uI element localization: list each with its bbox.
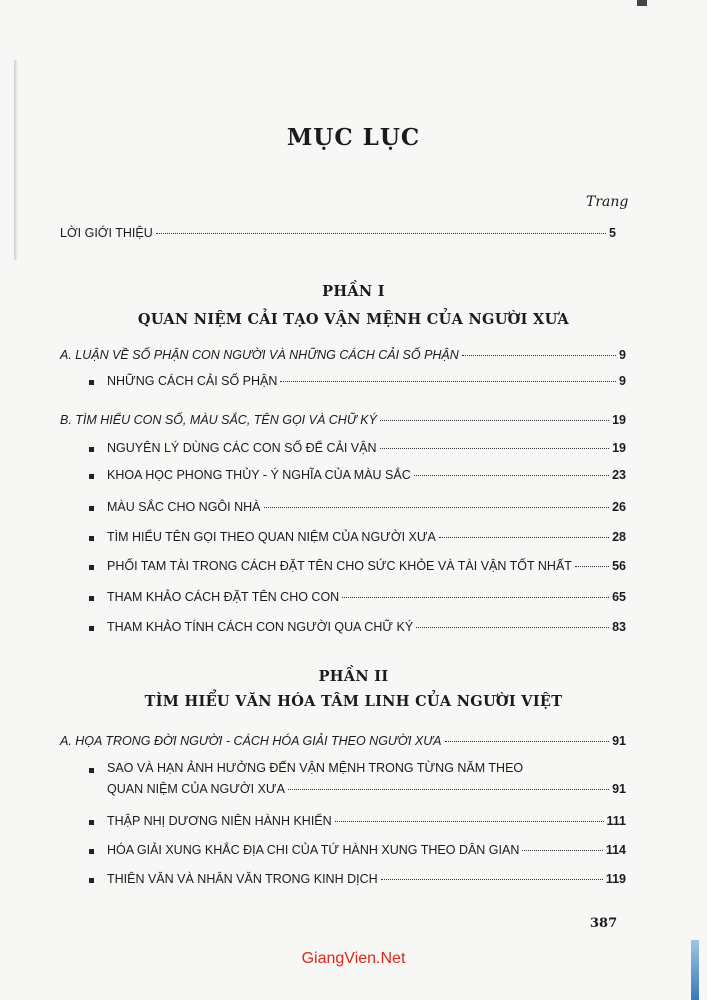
toc-entry-page: 19 <box>612 441 626 455</box>
toc-entry[interactable] <box>107 500 626 514</box>
leader-dots <box>381 878 603 880</box>
toc-entry-page: 83 <box>612 620 626 634</box>
leader-dots <box>335 820 604 822</box>
toc-section-label: A. HỌA TRONG ĐỜI NGƯỜI - CÁCH HÓA GIẢI THEO NGƯỜI XƯA <box>60 734 442 748</box>
bullet-icon <box>89 596 94 601</box>
bullet-icon <box>89 380 94 385</box>
toc-entry[interactable] <box>107 530 626 544</box>
leader-dots <box>264 506 610 508</box>
toc-section-label: A. LUẬN VỀ SỐ PHẬN CON NGƯỜI VÀ NHỮNG CÁCH CẢI SỐ PHẬN <box>60 348 459 362</box>
toc-entry-label: QUAN NIỆM CỦA NGƯỜI XƯA <box>107 782 285 796</box>
bullet-icon <box>89 878 94 883</box>
bullet-icon <box>89 506 94 511</box>
toc-section[interactable] <box>60 348 626 362</box>
leader-dots <box>380 419 609 421</box>
leader-dots <box>380 447 610 449</box>
toc-entry-label: PHỐI TAM TÀI TRONG CÁCH ĐẶT TÊN CHO SỨC KHỎE VÀ TÀI VẬN TỐT NHẤT <box>107 559 572 573</box>
bullet-icon <box>89 849 94 854</box>
toc-entry-label: KHOA HỌC PHONG THỦY - Ý NGHĨA CỦA MÀU SẮC <box>107 468 411 482</box>
toc-entry-page: 114 <box>605 843 626 857</box>
toc-section[interactable] <box>60 734 626 748</box>
toc-section[interactable] <box>60 413 626 427</box>
leader-dots <box>156 232 606 234</box>
leader-dots <box>575 565 609 567</box>
toc-entry-label: THIÊN VĂN VÀ NHÂN VĂN TRONG KINH DỊCH <box>107 872 378 886</box>
bullet-icon <box>89 565 94 570</box>
toc-entry-label: NGUYÊN LÝ DÙNG CÁC CON SỐ ĐỂ CẢI VẬN <box>107 441 377 455</box>
bullet-icon <box>89 820 94 825</box>
bullet-icon <box>89 447 94 452</box>
page-edge-shadow <box>14 60 18 260</box>
toc-section-label: B. TÌM HIỂU CON SỐ, MÀU SẮC, TÊN GỌI VÀ CHỮ KÝ <box>60 413 377 427</box>
toc-entry[interactable] <box>107 441 626 455</box>
leader-dots <box>280 380 616 382</box>
bullet-icon <box>89 536 94 541</box>
bullet-icon <box>89 626 94 631</box>
scan-edge-mark <box>691 940 699 1000</box>
toc-entry-page: 26 <box>612 500 626 514</box>
toc-entry-label: THAM KHẢO TÍNH CÁCH CON NGƯỜI QUA CHỮ KÝ <box>107 620 414 634</box>
toc-entry[interactable] <box>107 843 626 857</box>
leader-dots <box>439 536 609 538</box>
toc-entry-page: 91 <box>612 734 626 748</box>
part-subtitle: TÌM HIỂU VĂN HÓA TÂM LINH CỦA NGƯỜI VIỆT <box>144 693 563 710</box>
toc-entry[interactable] <box>107 620 626 634</box>
toc-entry-page: 91 <box>612 782 626 796</box>
toc-entry[interactable] <box>107 814 626 828</box>
toc-entry[interactable] <box>107 782 626 796</box>
watermark: GiangVien.Net <box>301 950 406 967</box>
leader-dots <box>342 596 609 598</box>
toc-entry[interactable] <box>107 872 626 886</box>
bullet-icon <box>89 768 94 773</box>
part-heading: PHẦN II <box>318 668 389 685</box>
toc-entry-label-line1: SAO VÀ HẠN ẢNH HƯỞNG ĐẾN VẬN MỆNH TRONG TỪNG NĂM THEO <box>107 761 524 775</box>
leader-dots <box>288 788 609 790</box>
toc-entry-label: HÓA GIẢI XUNG KHẮC ĐỊA CHI CỦA TỨ HÀNH XUNG THEO DÂN GIAN <box>107 843 520 857</box>
toc-entry-page: 9 <box>619 374 626 388</box>
toc-entry[interactable] <box>107 590 626 604</box>
toc-entry-page: 56 <box>612 559 626 573</box>
page-column-header: Trang <box>586 194 629 210</box>
toc-entry-page: 19 <box>612 413 626 427</box>
toc-entry-label: MÀU SẮC CHO NGÔI NHÀ <box>107 500 261 514</box>
toc-entry[interactable] <box>107 374 626 388</box>
toc-entry[interactable] <box>107 559 626 573</box>
page-title: MỤC LỤC <box>286 124 421 151</box>
toc-entry-label: TÌM HIỂU TÊN GỌI THEO QUAN NIỆM CỦA NGƯỜI XƯA <box>107 530 436 544</box>
toc-entry-label: LỜI GIỚI THIỆU <box>60 226 153 240</box>
toc-entry-label: THAM KHẢO CÁCH ĐẶT TÊN CHO CON <box>107 590 340 604</box>
toc-entry[interactable] <box>107 468 626 482</box>
toc-entry-label: NHỮNG CÁCH CẢI SỐ PHẬN <box>107 374 278 388</box>
toc-entry-page: 119 <box>605 872 626 886</box>
toc-entry-label: THẬP NHỊ DƯƠNG NIÊN HÀNH KHIỂN <box>107 814 332 828</box>
toc-entry-page: 23 <box>612 468 626 482</box>
page-number: 387 <box>590 916 618 931</box>
leader-dots <box>462 354 616 356</box>
toc-entry-intro[interactable] <box>60 226 616 240</box>
leader-dots <box>416 626 609 628</box>
toc-entry-page: 65 <box>612 590 626 604</box>
leader-dots <box>522 849 602 851</box>
part-heading: PHẦN I <box>322 283 385 300</box>
part-subtitle: QUAN NIỆM CẢI TẠO VẬN MỆNH CỦA NGƯỜI XƯA <box>137 311 570 328</box>
toc-entry-page: 28 <box>612 530 626 544</box>
toc-entry-page: 5 <box>609 226 616 240</box>
toc-entry-page: 111 <box>606 814 626 828</box>
toc-entry-page: 9 <box>619 348 626 362</box>
leader-dots <box>445 740 610 742</box>
scan-corner-mark <box>637 0 647 6</box>
leader-dots <box>414 474 609 476</box>
bullet-icon <box>89 474 94 479</box>
